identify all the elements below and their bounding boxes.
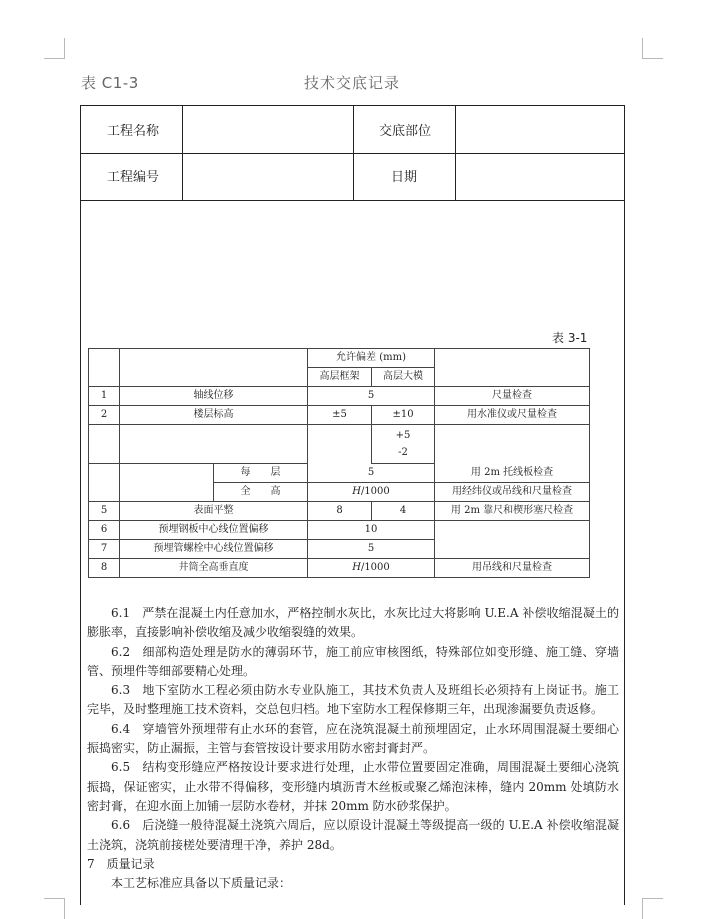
row-value: H/1000 [308,483,435,502]
col-divider-3 [455,106,456,200]
row-sub-item: 每 层 [214,464,308,483]
row-method: 尺量检查 [435,387,590,406]
row-no: 1 [89,387,120,406]
form-number: 表 C1-3 [81,74,139,92]
paragraph-6-1: 6.1 严禁在混凝土内任意加水，严格控制水灰比，水灰比过大将影响 U.E.A 补偿收缩混凝土的膨胀率，直接影响补偿收缩及减少收缩裂缝的效果。 [87,606,619,640]
table-row [89,521,590,540]
row-method: 用水准仪或尺量检查 [435,406,590,425]
table-row [89,559,590,578]
row-value-tall: +5 -2 [372,425,435,464]
col-divider-1 [182,106,183,200]
document-title: 技术交底记录 [304,74,401,92]
paragraph-6-2: 6.2 细部构造处理是防水的薄弱环节，施工前应审核图纸，特殊部位如变形缝、施工缝、穿墙管、预埋件等细部要精心处理。 [87,644,619,678]
handover-part-label: 交底部位 [379,124,432,139]
row-item [120,425,308,464]
crop-mark-bottom-left [44,898,65,919]
header-bottom-line [81,200,624,201]
table-row [89,464,590,483]
row-item: 预埋钢板中心线位置偏移 [120,521,308,540]
row-value-tall: 4 [372,502,435,521]
row-value: 5 [308,464,435,483]
row-no: 5 [89,502,120,521]
header-cell-no [89,349,120,387]
row-method [435,425,590,464]
table-row [89,502,590,521]
row-item: 轴线位移 [120,387,308,406]
table-row [89,406,590,425]
row-value-frame [308,425,372,464]
table-row [89,425,590,464]
header-allowed: 允许偏差 (mm) [308,349,435,368]
row-item: 表面平整 [120,502,308,521]
tolerance-table [88,348,590,578]
row-method: 用 2m 靠尺和楔形塞尺检查 [435,502,590,521]
crop-mark-top-right [642,38,663,59]
paragraph-6-3: 6.3 地下室防水工程必须由防水专业队施工，其技术负责人及班组长必须持有上岗证书。施工完毕，及时整理施工技术资料，交总包归档。地下室防水工程保修期三年，出现渗漏要负责返修。 [87,683,619,717]
row-item: 井筒全高垂直度 [120,559,308,578]
table-caption: 表 3-1 [552,331,588,345]
paragraph-6-4: 6.4 穿墙管外预埋带有止水环的套管，应在浇筑混凝土前预埋固定，止水环周围混凝土要细心振捣密实，防止漏振，主管与套管按设计要求用防水密封膏封严。 [87,721,619,756]
row-value-frame: ±5 [308,406,372,425]
row-item: 楼层标高 [120,406,308,425]
row-item: 预埋管螺栓中心线位置偏移 [120,540,308,559]
row-no: 2 [89,406,120,425]
row-method [435,521,590,559]
row-item [120,464,214,502]
header-tall: 高层大模 [372,368,435,387]
crop-mark-top-left [44,38,65,59]
row-no: 6 [89,521,120,540]
paragraph-6-6: 6.6 后浇缝一般待混凝土浇筑六周后，应以原设计混凝土等级提高一级的 U.E.A 补偿收缩混凝土浇筑，浇筑前接槎处要清理干净，养护 28d。 [87,818,619,852]
row-method: 用经纬仪或吊线和尺量检查 [435,483,590,502]
row-method: 用 2m 托线板检查 [435,464,590,483]
row-sub-item: 全 高 [214,483,308,502]
header-cell-item [120,349,308,387]
row-no: 7 [89,540,120,559]
body-text [87,604,619,893]
row-no [89,425,120,464]
col-divider-2 [353,106,354,200]
project-no-label: 工程编号 [107,170,160,185]
table-row [89,387,590,406]
table-header-row [89,349,590,368]
row-no [89,464,120,502]
row-value: H/1000 [308,559,435,578]
header-frame: 高层框架 [308,368,372,387]
project-name-label: 工程名称 [107,124,160,139]
header-cell-method [435,349,590,387]
row-no: 8 [89,559,120,578]
row-method: 用吊线和尺量检查 [435,559,590,578]
row-value: 5 [308,387,435,406]
paragraph-6-5: 6.5 结构变形缝应严格按设计要求进行处理，止水带位置要固定准确，周围混凝土要细心浇筑振捣，保证密实，止水带不得偏移，变形缝内填沥青木丝板或聚乙烯泡沫棒，缝内 20mm 处填防水密封膏，在迎水面上加铺一层防水卷材，并抹 20mm 防水砂浆保护。 [87,760,619,813]
section-heading-7: 7 质量记录 [87,856,155,871]
paragraph-7-intro: 本工艺标准应具备以下质量记录： [111,876,292,891]
row-value-frame: 8 [308,502,372,521]
crop-mark-bottom-right [642,898,663,919]
row-value-tall: ±10 [372,406,435,425]
date-label: 日期 [391,170,418,185]
row-value: 10 [308,521,435,540]
row-value: 5 [308,540,435,559]
